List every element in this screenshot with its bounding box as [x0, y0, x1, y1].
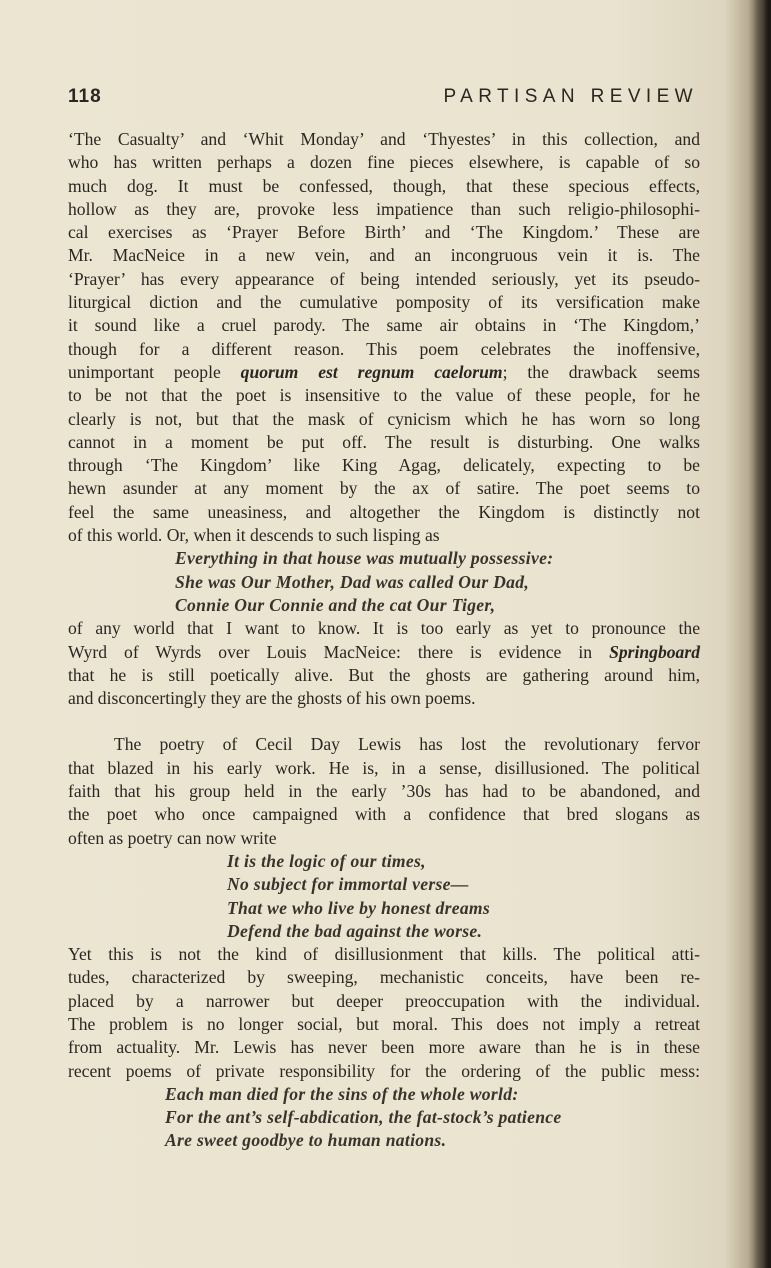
- text-line: ‘The Casualty’ and ‘Whit Monday’ and ‘Thyestes’ in this collection, and: [68, 129, 700, 149]
- book-title-springboard: Springboard: [609, 641, 700, 662]
- text-line: [68, 361, 700, 384]
- text-line: to be not that the poet is insensitive to the value of these people, for he: [68, 385, 700, 406]
- page-header: [68, 86, 698, 116]
- text-run: unimportant people: [68, 361, 241, 382]
- text-line: Yet this is not the kind of disillusionment that kills. The political atti-: [68, 944, 700, 965]
- verse-line: It is the logic of our times,: [227, 850, 426, 871]
- text-line: Mr. MacNeice in a new vein, and an incongruous vein it is. The: [68, 245, 700, 266]
- text-line: much dog. It must be confessed, though, that these specious effects,: [68, 175, 700, 196]
- text-line: hewn asunder at any moment by the ax of satire. The poet seems to: [68, 478, 700, 499]
- verse-quote-day-lewis-2: [68, 1083, 700, 1153]
- page-number: 118: [68, 86, 102, 107]
- paragraph-day-lewis: [68, 733, 700, 849]
- text-line: faith that his group held in the early ’30s has had to be abandoned, and: [68, 781, 700, 802]
- text-line: feel the same uneasiness, and altogether the Kingdom is distinctly not: [68, 501, 700, 522]
- text-line: through ‘The Kingdom’ like King Agag, delicately, expecting to be: [68, 455, 700, 476]
- text-line: [68, 641, 700, 664]
- text-line: ‘Prayer’ has every appearance of being intended seriously, yet its pseudo-: [68, 268, 700, 289]
- text-line: liturgical diction and the cumulative pomposity of its versification make: [68, 292, 700, 313]
- paragraph-disillusionment: [68, 943, 700, 1083]
- text-line: recent poems of private responsibility for the ordering of the public mess:: [68, 1060, 700, 1081]
- verse-line: Connie Our Connie and the cat Our Tiger,: [175, 594, 496, 615]
- text-run: ; the drawback seems: [502, 361, 700, 382]
- text-line: of any world that I want to know. It is too early as yet to pronounce the: [68, 618, 700, 639]
- text-line: that blazed in his early work. He is, in a sense, disillusioned. The political: [68, 757, 700, 778]
- running-title: PARTISAN REVIEW: [443, 86, 698, 107]
- verse-line: For the ant’s self-abdication, the fat-stock’s patience: [165, 1107, 562, 1128]
- verse-line: Each man died for the sins of the whole world:: [165, 1083, 519, 1104]
- text-line: the poet who once campaigned with a confidence that bred slogans as: [68, 804, 700, 825]
- verse-line: Everything in that house was mutually possessive:: [175, 548, 554, 569]
- text-line: hollow as they are, provoke less impatience than such religio-philosophi-: [68, 198, 700, 219]
- latin-phrase: quorum est regnum caelorum: [240, 361, 503, 382]
- text-line: and disconcertingly they are the ghosts of his own poems.: [68, 688, 476, 709]
- text-line: that he is still poetically alive. But the ghosts are gathering around him,: [68, 664, 700, 685]
- verse-line: No subject for immortal verse—: [227, 874, 469, 895]
- text-line: often as poetry can now write: [68, 827, 277, 848]
- paragraph-macneice-continued: [68, 617, 700, 710]
- text-line: who has written perhaps a dozen fine pieces elsewhere, is capable of so: [68, 152, 700, 173]
- paragraph-macneice: [68, 128, 700, 547]
- text-line: The problem is no longer social, but moral. This does not imply a retreat: [68, 1013, 700, 1034]
- text-line: cannot in a moment be put off. The result is disturbing. One walks: [68, 431, 700, 452]
- page-gutter-shadow: [753, 0, 771, 1268]
- verse-quote-macneice: [68, 547, 700, 617]
- verse-line: That we who live by honest dreams: [227, 897, 491, 918]
- text-line: of this world. Or, when it descends to such lisping as: [68, 525, 440, 546]
- verse-quote-day-lewis-1: [68, 850, 700, 943]
- text-line: from actuality. Mr. Lewis has never been more aware than he is in these: [68, 1037, 700, 1058]
- article-body: [68, 128, 700, 1153]
- verse-line: She was Our Mother, Dad was called Our Dad,: [175, 571, 530, 592]
- text-run: Wyrd of Wyrds over Louis MacNeice: there is evidence in: [68, 641, 610, 662]
- text-line: tudes, characterized by sweeping, mechanistic conceits, have been re-: [68, 967, 700, 988]
- text-line: though for a different reason. This poem celebrates the inoffensive,: [68, 338, 700, 359]
- text-line: cal exercises as ‘Prayer Before Birth’ and ‘The Kingdom.’ These are: [68, 222, 700, 243]
- text-line: it sound like a cruel parody. The same air obtains in ‘The Kingdom,’: [68, 315, 700, 336]
- text-line: The poetry of Cecil Day Lewis has lost the revolutionary fervor: [114, 734, 700, 755]
- text-line: placed by a narrower but deeper preoccupation with the individual.: [68, 990, 700, 1011]
- text-line: clearly is not, but that the mask of cynicism which he has worn so long: [68, 408, 700, 429]
- paragraph-gap: [68, 710, 700, 733]
- verse-line: Are sweet goodbye to human nations.: [165, 1130, 447, 1151]
- verse-line: Defend the bad against the worse.: [227, 920, 483, 941]
